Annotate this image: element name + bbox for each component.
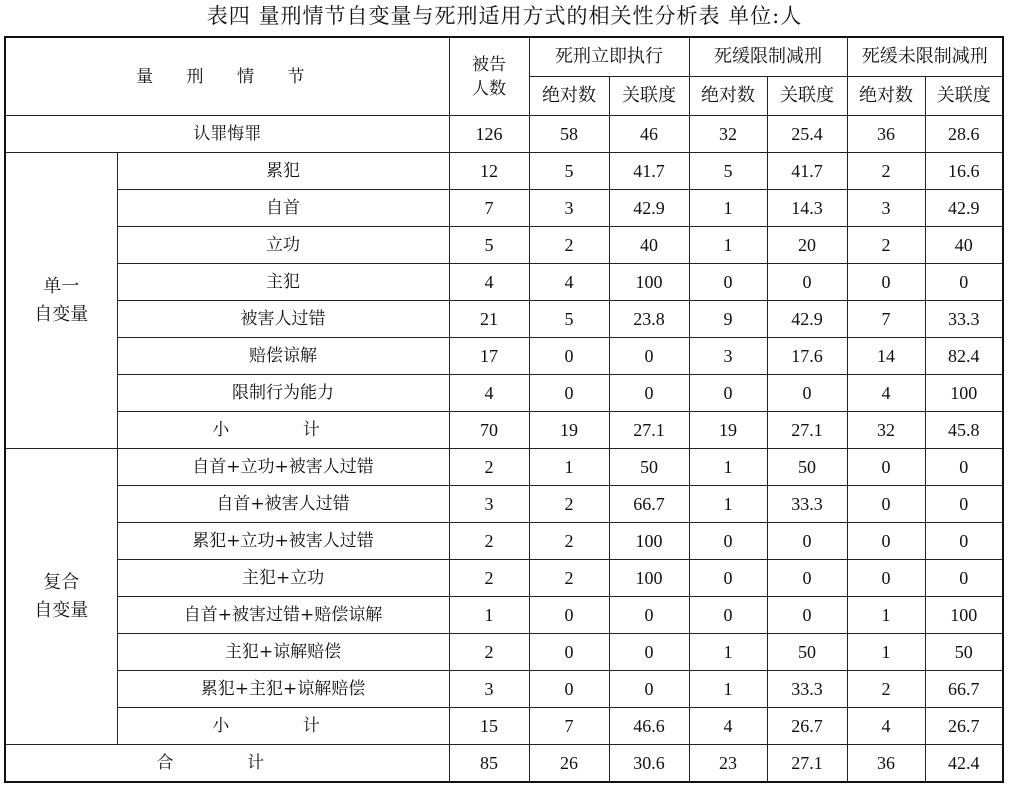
table-cell: 32 (689, 116, 767, 153)
row-label: 认罪悔罪 (5, 116, 449, 153)
table-cell: 0 (847, 449, 925, 486)
table-row (5, 412, 1003, 449)
table-cell: 0 (689, 597, 767, 634)
table-cell: 4 (449, 264, 529, 301)
table-cell: 3 (449, 486, 529, 523)
table-cell: 12 (449, 153, 529, 190)
table-row (5, 338, 1003, 375)
table-cell: 30.6 (609, 745, 689, 783)
table-cell: 14.3 (767, 190, 847, 227)
table-cell: 50 (767, 449, 847, 486)
group-label-single: 单一 自变量 (5, 153, 117, 449)
row-label: 立功 (117, 227, 449, 264)
header-group-unlimited: 死缓未限制减刑 (847, 37, 1003, 77)
row-label: 赔偿谅解 (117, 338, 449, 375)
table-cell: 4 (689, 708, 767, 745)
table-cell: 28.6 (925, 116, 1003, 153)
table-cell: 126 (449, 116, 529, 153)
table-row (5, 634, 1003, 671)
row-label: 自首 (117, 190, 449, 227)
table-cell: 17.6 (767, 338, 847, 375)
table-cell: 25.4 (767, 116, 847, 153)
table-cell: 0 (847, 523, 925, 560)
correlation-table (4, 36, 1004, 783)
table-cell: 85 (449, 745, 529, 783)
table-cell: 0 (529, 597, 609, 634)
table-cell: 0 (609, 338, 689, 375)
table-cell: 0 (847, 560, 925, 597)
table-cell: 0 (689, 560, 767, 597)
table-row (5, 375, 1003, 412)
table-cell: 0 (689, 264, 767, 301)
table-cell: 50 (767, 634, 847, 671)
table-cell: 19 (689, 412, 767, 449)
table-cell: 20 (767, 227, 847, 264)
table-cell: 0 (767, 375, 847, 412)
table-cell: 41.7 (767, 153, 847, 190)
header-defendants-text: 被告人数 (471, 54, 506, 99)
table-cell: 7 (449, 190, 529, 227)
table-cell: 50 (609, 449, 689, 486)
table-cell: 66.7 (925, 671, 1003, 708)
table-row (5, 671, 1003, 708)
table-cell: 46 (609, 116, 689, 153)
table-cell: 19 (529, 412, 609, 449)
table-cell: 5 (689, 153, 767, 190)
table-cell: 0 (529, 671, 609, 708)
table-row (5, 708, 1003, 745)
table-cell: 2 (529, 560, 609, 597)
table-cell: 42.9 (925, 190, 1003, 227)
table-cell: 1 (847, 597, 925, 634)
header-correlation: 关联度 (609, 77, 689, 116)
row-label: 累犯+主犯+谅解赔偿 (117, 671, 449, 708)
row-label: 小 计 (117, 412, 449, 449)
table-cell: 45.8 (925, 412, 1003, 449)
table-cell: 0 (609, 597, 689, 634)
table-cell: 32 (847, 412, 925, 449)
header-absolute: 绝对数 (847, 77, 925, 116)
table-row (5, 523, 1003, 560)
table-cell: 1 (529, 449, 609, 486)
table-cell: 36 (847, 116, 925, 153)
table-cell: 0 (689, 375, 767, 412)
row-label: 被害人过错 (117, 301, 449, 338)
table-cell: 1 (847, 634, 925, 671)
table-cell: 100 (925, 375, 1003, 412)
table-cell: 50 (925, 634, 1003, 671)
table-cell: 0 (609, 375, 689, 412)
table-cell: 17 (449, 338, 529, 375)
header-correlation: 关联度 (925, 77, 1003, 116)
table-cell: 2 (529, 486, 609, 523)
table-cell: 26.7 (767, 708, 847, 745)
table-title: 表四 量刑情节自变量与死刑适用方式的相关性分析表 单位:人 (206, 4, 803, 28)
table-cell: 42.9 (609, 190, 689, 227)
table-header (5, 37, 1003, 116)
table-cell: 40 (925, 227, 1003, 264)
table-row (5, 597, 1003, 634)
header-absolute: 绝对数 (689, 77, 767, 116)
table-cell: 27.1 (609, 412, 689, 449)
table-cell: 26 (529, 745, 609, 783)
table-cell: 4 (529, 264, 609, 301)
row-label: 累犯+立功+被害人过错 (117, 523, 449, 560)
table-cell: 23 (689, 745, 767, 783)
table-cell: 5 (529, 153, 609, 190)
table-cell: 0 (529, 634, 609, 671)
table-cell: 5 (449, 227, 529, 264)
table-cell: 0 (609, 634, 689, 671)
header-defendants (449, 37, 529, 116)
table-row (5, 560, 1003, 597)
table-cell: 9 (689, 301, 767, 338)
table-cell: 2 (847, 153, 925, 190)
table-cell: 0 (847, 264, 925, 301)
table-cell: 0 (925, 264, 1003, 301)
table-cell: 2 (449, 523, 529, 560)
table-cell: 1 (689, 227, 767, 264)
row-label: 自首+被害人过错 (117, 486, 449, 523)
table-cell: 41.7 (609, 153, 689, 190)
header-absolute: 绝对数 (529, 77, 609, 116)
table-cell: 2 (847, 227, 925, 264)
row-label: 自首+被害过错+赔偿谅解 (117, 597, 449, 634)
row-label: 主犯 (117, 264, 449, 301)
table-cell: 0 (767, 264, 847, 301)
table-cell: 2 (529, 227, 609, 264)
table-cell: 100 (925, 597, 1003, 634)
table-cell: 3 (689, 338, 767, 375)
table-row (5, 264, 1003, 301)
table-row (5, 190, 1003, 227)
table-cell: 33.3 (925, 301, 1003, 338)
table-cell: 33.3 (767, 486, 847, 523)
table-cell: 2 (449, 634, 529, 671)
table-cell: 100 (609, 560, 689, 597)
row-label: 主犯+立功 (117, 560, 449, 597)
table-cell: 14 (847, 338, 925, 375)
table-cell: 1 (689, 671, 767, 708)
table-cell: 0 (925, 560, 1003, 597)
table-cell: 46.6 (609, 708, 689, 745)
header-group-limited: 死缓限制减刑 (689, 37, 847, 77)
table-cell: 1 (689, 190, 767, 227)
header-circumstance: 量 刑 情 节 (5, 37, 449, 116)
table-cell: 7 (847, 301, 925, 338)
table-cell: 3 (529, 190, 609, 227)
row-label: 主犯+谅解赔偿 (117, 634, 449, 671)
table-cell: 27.1 (767, 745, 847, 783)
table-cell: 0 (609, 671, 689, 708)
table-cell: 21 (449, 301, 529, 338)
table-cell: 0 (529, 375, 609, 412)
table-cell: 27.1 (767, 412, 847, 449)
table-row (5, 227, 1003, 264)
table-cell: 26.7 (925, 708, 1003, 745)
table-cell: 42.4 (925, 745, 1003, 783)
table-cell: 1 (689, 634, 767, 671)
table-cell: 2 (529, 523, 609, 560)
table-cell: 42.9 (767, 301, 847, 338)
table-row-total (5, 745, 1003, 783)
table-cell: 23.8 (609, 301, 689, 338)
table-cell: 36 (847, 745, 925, 783)
table-cell: 0 (767, 523, 847, 560)
header-group-immediate: 死刑立即执行 (529, 37, 689, 77)
table-cell: 100 (609, 523, 689, 560)
table-cell: 70 (449, 412, 529, 449)
table-cell: 100 (609, 264, 689, 301)
table-cell: 1 (689, 449, 767, 486)
table-cell: 15 (449, 708, 529, 745)
table-cell: 40 (609, 227, 689, 264)
table-row (5, 449, 1003, 486)
table-cell: 1 (449, 597, 529, 634)
table-cell: 4 (449, 375, 529, 412)
table-cell: 7 (529, 708, 609, 745)
table-cell: 66.7 (609, 486, 689, 523)
table-cell: 16.6 (925, 153, 1003, 190)
table-cell: 0 (689, 523, 767, 560)
table-cell: 58 (529, 116, 609, 153)
table-cell: 2 (449, 560, 529, 597)
table-row (5, 153, 1003, 190)
row-label: 小 计 (117, 708, 449, 745)
table-cell: 3 (847, 190, 925, 227)
table-cell: 0 (767, 597, 847, 634)
table-cell: 0 (767, 560, 847, 597)
table-cell: 4 (847, 375, 925, 412)
row-label: 合 计 (5, 745, 449, 783)
table-cell: 5 (529, 301, 609, 338)
table-cell: 0 (925, 486, 1003, 523)
group-label-compound: 复合 自变量 (5, 449, 117, 745)
table-row (5, 486, 1003, 523)
table-cell: 33.3 (767, 671, 847, 708)
table-row (5, 116, 1003, 153)
table-cell: 0 (847, 486, 925, 523)
table-cell: 1 (689, 486, 767, 523)
table-cell: 3 (449, 671, 529, 708)
table-body (5, 116, 1003, 783)
table-cell: 0 (925, 523, 1003, 560)
table-cell: 82.4 (925, 338, 1003, 375)
table-cell: 2 (847, 671, 925, 708)
header-correlation: 关联度 (767, 77, 847, 116)
row-label: 累犯 (117, 153, 449, 190)
table-row (5, 301, 1003, 338)
table-cell: 0 (529, 338, 609, 375)
table-cell: 4 (847, 708, 925, 745)
table-cell: 0 (925, 449, 1003, 486)
row-label: 自首+立功+被害人过错 (117, 449, 449, 486)
table-cell: 2 (449, 449, 529, 486)
row-label: 限制行为能力 (117, 375, 449, 412)
